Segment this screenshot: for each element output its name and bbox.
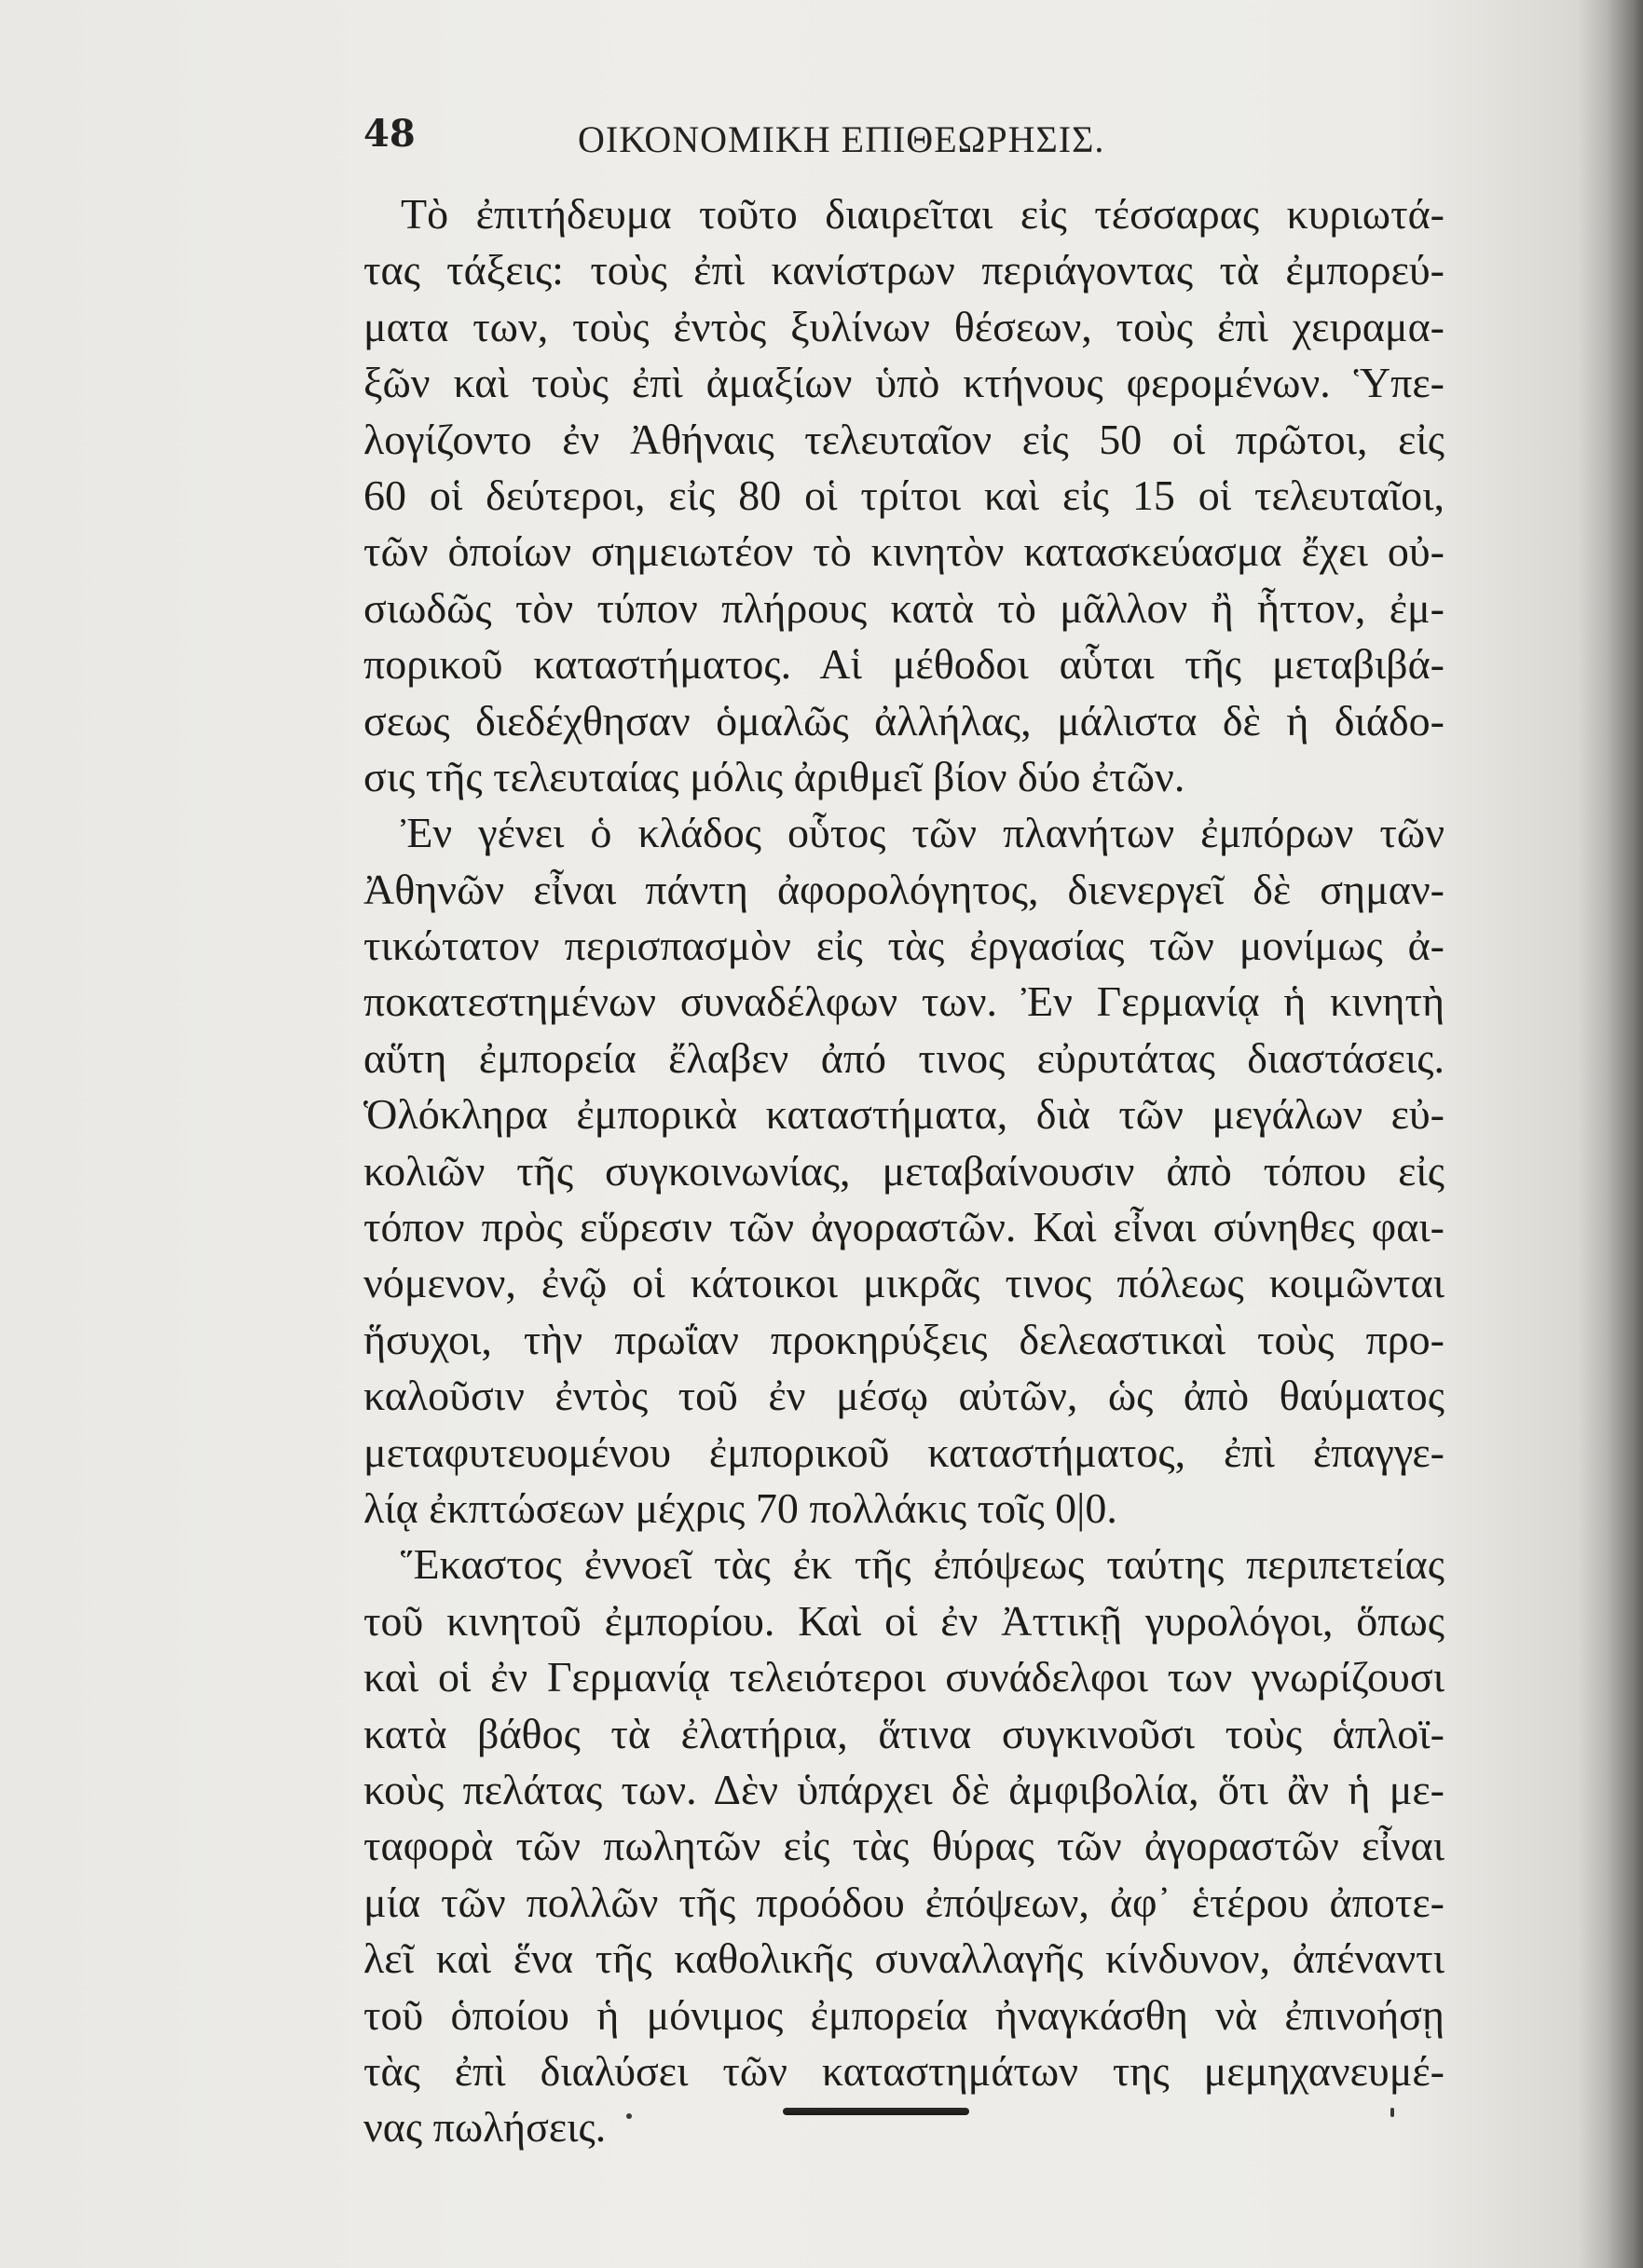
text-line: ποκατεστημένων συναδέλφων των. Ἐν Γερμανίᾳ ἡ κινητὴ (363, 977, 1444, 1026)
text-line: λίᾳ ἐκπτώσεων μέχρις 70 πολλάκις τοῖς 0|0. (363, 1483, 1117, 1532)
paragraph-2 (363, 805, 1444, 1537)
text-line: κολιῶν τῆς συγκοινωνίας, μεταβαίνουσιν ἀπὸ τόπου εἰς (363, 1146, 1444, 1195)
text-line: Ὁλόκληρα ἐμπορικὰ καταστήματα, διὰ τῶν μεγάλων εὐ- (363, 1090, 1444, 1139)
ink-speck (1390, 2108, 1394, 2117)
end-ornament-rule (783, 2108, 969, 2115)
body-text (363, 186, 1444, 2156)
header-title: ΟΙΚΟΝΟΜΙΚΗ ΕΠΙΘΕΩΡΗΣΙΣ. (578, 118, 1105, 160)
text-line: ἥσυχοι, τὴν πρωΐαν προκηρύξεις δελεαστικαὶ τοὺς προ- (363, 1315, 1444, 1363)
text-line: καὶ οἱ ἐν Γερμανίᾳ τελειότεροι συνάδελφοι των γνωρίζουσι (363, 1653, 1444, 1701)
text-line: μεταφυτευομένου ἐμπορικοῦ καταστήματος, ἐπὶ ἐπαγγε- (363, 1428, 1444, 1476)
text-line: Ἀθηνῶν εἶναι πάντη ἀφορολόγητος, διενεργεῖ δὲ σημαν- (363, 865, 1444, 913)
text-line: ματα των, τοὺς ἐντὸς ξυλίνων θέσεων, τοὺς ἐπὶ χειραμα- (363, 302, 1444, 350)
text-line: 60 οἱ δεύτεροι, εἰς 80 οἱ τρίτοι καὶ εἰς 15 οἱ τελευταῖοι, (363, 471, 1444, 519)
text-line: σεως διεδέχθησαν ὁμαλῶς ἀλλήλας, μάλιστα δὲ ἡ διάδο- (363, 696, 1444, 745)
text-line: Ἕκαστος ἐννοεῖ τὰς ἐκ τῆς ἐπόψεως ταύτης περιπετείας (401, 1540, 1444, 1589)
text-line: τας τάξεις: τοὺς ἐπὶ κανίστρων περιάγοντας τὰ ἐμπορεύ- (363, 246, 1444, 294)
text-line: Τὸ ἐπιτήδευμα τοῦτο διαιρεῖται εἰς τέσσαρας κυριωτά- (401, 190, 1444, 238)
paragraph-3 (363, 1537, 1444, 2155)
text-line: τῶν ὁποίων σημειωτέον τὸ κινητὸν κατασκεύασμα ἔχει οὐ- (363, 527, 1444, 576)
text-line: καλοῦσιν ἐντὸς τοῦ ἐν μέσῳ αὐτῶν, ὡς ἀπὸ θαύματος (363, 1372, 1444, 1420)
text-line: κοὺς πελάτας των. Δὲν ὑπάρχει δὲ ἀμφιβολία, ὅτι ἂν ἡ με- (363, 1765, 1444, 1813)
text-line: τὰς ἐπὶ διαλύσει τῶν καταστημάτων της μεμηχανευμέ- (363, 2046, 1444, 2095)
text-line: τόπον πρὸς εὕρεσιν τῶν ἀγοραστῶν. Καὶ εἶναι σύνηθες φαι- (363, 1203, 1444, 1251)
page-number: 48 (363, 112, 416, 156)
ink-speck (626, 2113, 632, 2119)
text-line: λογίζοντο ἐν Ἀθήναις τελευταῖον εἰς 50 οἱ πρῶτοι, εἰς (363, 415, 1444, 463)
text-line: κατὰ βάθος τὰ ἐλατήρια, ἅτινα συγκινοῦσι τοὺς ἁπλοϊ- (363, 1709, 1444, 1757)
text-line: τικώτατον περισπασμὸν εἰς τὰς ἐργασίας τῶν μονίμως ἀ- (363, 922, 1444, 970)
text-line: τοῦ κινητοῦ ἐμπορίου. Καὶ οἱ ἐν Ἀττικῇ γυρολόγοι, ὅπως (363, 1596, 1444, 1645)
spine-shadow (1578, 0, 1643, 2268)
text-line: νόμενον, ἐνῷ οἱ κάτοικοι μικρᾶς τινος πόλεως κοιμῶνται (363, 1259, 1444, 1307)
text-line: σιωδῶς τὸν τύπον πλήρους κατὰ τὸ μᾶλλον ἢ ἧττον, ἐμ- (363, 583, 1444, 632)
text-line: μία τῶν πολλῶν τῆς προόδου ἐπόψεων, ἀφ᾽ ἑτέρου ἀποτε- (363, 1878, 1444, 1926)
text-line: αὕτη ἐμπορεία ἔλαβεν ἀπό τινος εὐρυτάτας διαστάσεις. (363, 1033, 1444, 1082)
text-line: πορικοῦ καταστήματος. Αἱ μέθοδοι αὗται τῆς μεταβιβά- (363, 640, 1444, 689)
text-line: λεῖ καὶ ἕνα τῆς καθολικῆς συναλλαγῆς κίνδυνον, ἀπέναντι (363, 1934, 1444, 1983)
running-head (363, 112, 1444, 168)
text-line: νας πωλήσεις. (363, 2103, 607, 2152)
text-line: σις τῆς τελευταίας μόλις ἀριθμεῖ βίον δύο ἐτῶν. (363, 752, 1185, 800)
text-line: ξῶν καὶ τοὺς ἐπὶ ἀμαξίων ὑπὸ κτήνους φερομένων. Ὑπε- (363, 359, 1444, 407)
text-line: Ἐν γένει ὁ κλάδος οὗτος τῶν πλανήτων ἐμπόρων τῶν (401, 809, 1444, 857)
text-line: ταφορὰ τῶν πωλητῶν εἰς τὰς θύρας τῶν ἀγοραστῶν εἶναι (363, 1822, 1444, 1870)
paragraph-1 (363, 186, 1444, 805)
text-line: τοῦ ὁποίου ἡ μόνιμος ἐμπορεία ἠναγκάσθη νὰ ἐπινοήσῃ (363, 1990, 1444, 2039)
